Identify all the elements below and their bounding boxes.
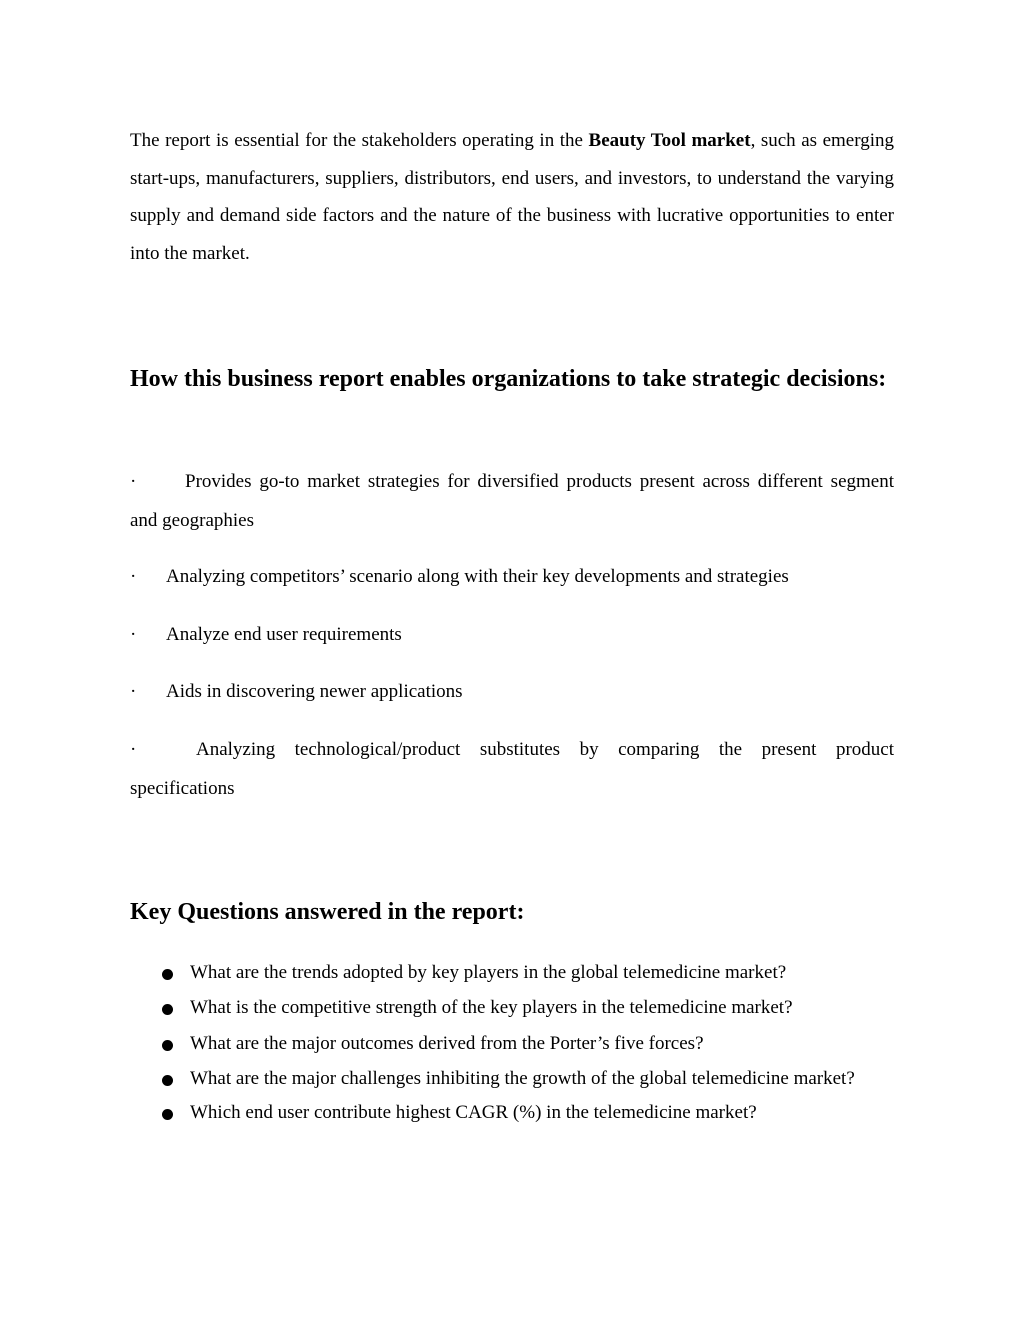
list-item: [130, 672, 894, 711]
list-item: [130, 1064, 894, 1094]
intro-text-after: , such as emerging start-ups, manufacturers, suppliers, distributors, end users, and investors, to understand the varying supply and demand side factors and the nature of the business with lucrative opportunities to enter into the market.: [130, 130, 895, 264]
key-questions-list: [130, 958, 894, 1128]
list-item-text: What are the trends adopted by key players in the global telemedicine market?: [190, 962, 787, 983]
list-item: [130, 1098, 894, 1128]
bullet-dot-icon: ·: [130, 739, 137, 760]
bullet-disc-icon: [162, 1109, 173, 1120]
list-item-text: What is the competitive strength of the key players in the telemedicine market?: [190, 997, 793, 1018]
intro-text-before: The report is essential for the stakeholders operating in the: [130, 130, 589, 151]
section-heading-key-questions: Key Questions answered in the report:: [130, 899, 525, 925]
list-item-text: Analyze end user requirements: [166, 624, 402, 645]
list-item: [130, 615, 894, 654]
list-item-text: Analyzing competitors’ scenario along with their key developments and strategies: [166, 566, 789, 587]
bullet-dot-icon: ·: [130, 624, 137, 645]
list-item: [130, 462, 894, 540]
bullet-dot-icon: ·: [130, 471, 137, 492]
list-item-text: Which end user contribute highest CAGR (%) in the telemedicine market?: [190, 1102, 757, 1123]
list-item-text: Provides go-to market strategies for diversified products present across different segment and geographies: [130, 471, 894, 531]
list-item: [130, 557, 894, 596]
list-item-text: Analyzing technological/product substitutes by comparing the present product specifications: [130, 739, 894, 799]
bullet-disc-icon: [162, 1075, 173, 1086]
list-item: [130, 1029, 894, 1059]
bullet-disc-icon: [162, 969, 173, 980]
section-heading-strategic-decisions: How this business report enables organizations to take strategic decisions:: [130, 366, 887, 392]
list-item-text: What are the major challenges inhibiting the growth of the global telemedicine market?: [190, 1068, 855, 1089]
list-item-text: Aids in discovering newer applications: [166, 681, 463, 702]
list-item: [130, 958, 894, 988]
bullet-dot-icon: ·: [130, 566, 137, 587]
list-item-text: What are the major outcomes derived from the Porter’s five forces?: [190, 1033, 704, 1054]
list-item: [130, 993, 894, 1023]
bullet-dot-icon: ·: [130, 681, 137, 702]
bullet-disc-icon: [162, 1040, 173, 1051]
intro-market-name: Beauty Tool market: [588, 130, 751, 151]
bullet-disc-icon: [162, 1004, 173, 1015]
intro-paragraph: [130, 122, 894, 272]
list-item: [130, 730, 894, 808]
